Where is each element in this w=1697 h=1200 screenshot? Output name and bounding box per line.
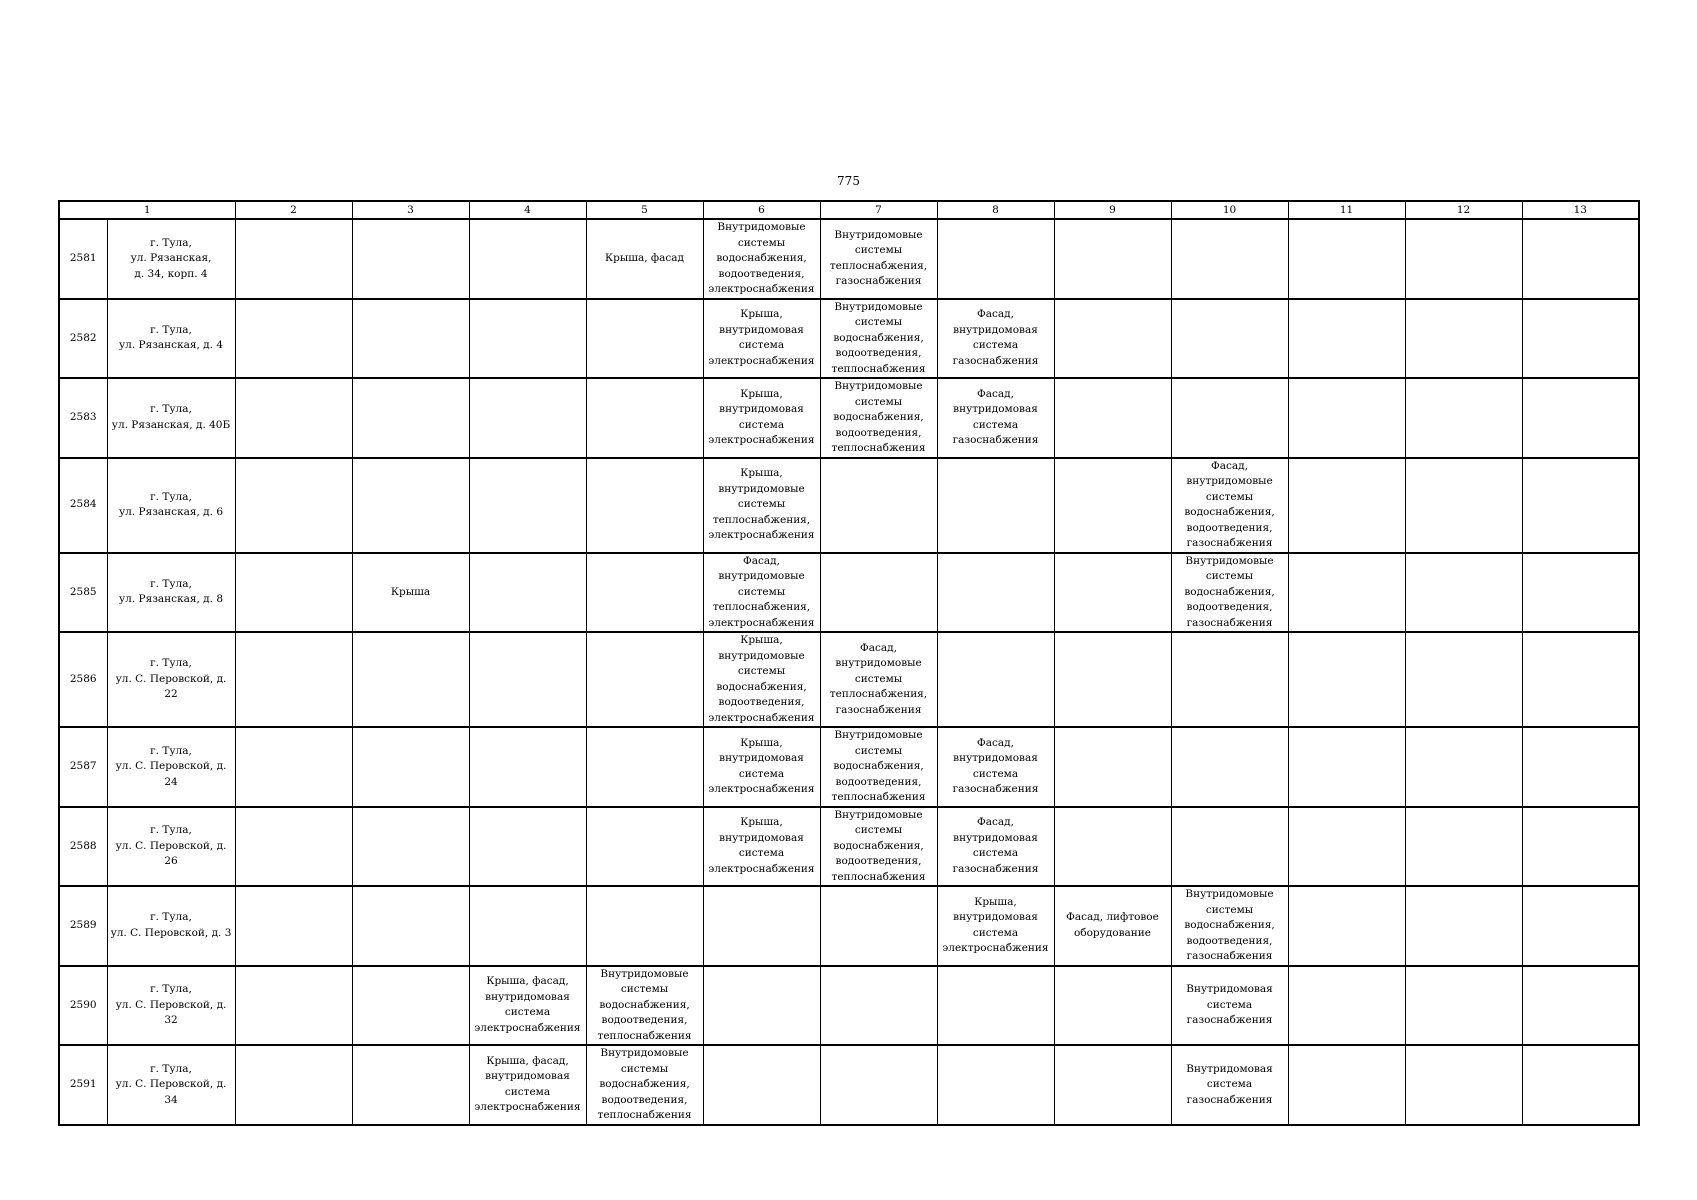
cell-col-5 [586,727,703,807]
address-cell [107,632,235,727]
cell-col-8 [937,378,1054,458]
row-number [59,1045,107,1125]
column-header: 8 [937,201,1054,219]
cell-col-2 [235,1045,352,1125]
row-number [59,219,107,299]
cell-col-8-text: Фасад, внутридомовая система газоснабжения [952,308,1039,367]
cell-col-3-text: Крыша [390,585,431,598]
cell-col-12 [1405,632,1522,727]
cell-col-7 [820,299,937,379]
cell-col-12 [1405,966,1522,1046]
cell-col-7 [820,632,937,727]
column-header: 7 [820,201,937,219]
row-number-text: 2586 [69,672,97,685]
cell-col-5 [586,807,703,887]
row-number [59,299,107,379]
cell-col-12 [1405,807,1522,887]
cell-col-10 [1171,886,1288,966]
cell-col-4-text: Крыша, фасад, внутридомовая система электроснабжения [474,1054,581,1114]
cell-col-5-text: Внутридомовые системы водоснабжения, водоотведения, теплоснабжения [597,1047,692,1121]
cell-col-8-text: Фасад, внутридомовая система газоснабжения [952,816,1039,875]
cell-col-8-text: Крыша, внутридомовая система электроснабжения [942,895,1049,955]
cell-col-3 [352,886,469,966]
cell-col-8 [937,966,1054,1046]
cell-col-13 [1522,807,1639,887]
cell-col-11 [1288,727,1405,807]
cell-col-5 [586,966,703,1046]
cell-col-4 [469,886,586,966]
cell-col-2 [235,378,352,458]
column-header: 13 [1522,201,1639,219]
cell-col-4-text: Крыша, фасад, внутридомовая система электроснабжения [474,975,581,1034]
address-cell [107,458,235,553]
address-cell [107,886,235,966]
cell-col-3 [352,219,469,299]
cell-col-10-text: Внутридомовые системы водоснабжения, водоотведения, газоснабжения [1184,888,1275,962]
cell-col-4 [469,632,586,727]
cell-col-12 [1405,1045,1522,1125]
address-cell-text: г. Тула, ул. Рязанская, д. 6 [118,490,224,518]
cell-col-10 [1171,632,1288,727]
cell-col-6 [703,886,820,966]
table-row [59,966,1639,1046]
address-cell-text: г. Тула, ул. Рязанская, д. 34, корп. 4 [130,236,212,280]
cell-col-5 [586,886,703,966]
cell-col-12 [1405,886,1522,966]
address-cell [107,807,235,887]
cell-col-13 [1522,553,1639,633]
cell-col-2 [235,727,352,807]
cell-col-11 [1288,966,1405,1046]
address-cell [107,299,235,379]
cell-col-9 [1054,632,1171,727]
column-header: 11 [1288,201,1405,219]
cell-col-6 [703,1045,820,1125]
row-number [59,966,107,1046]
cell-col-6-text: Крыша, внутридомовые системы теплоснабжения, электроснабжения [708,467,815,542]
cell-col-13 [1522,219,1639,299]
column-header: 6 [703,201,820,219]
cell-col-9 [1054,553,1171,633]
cell-col-8 [937,458,1054,553]
address-cell-text: г. Тула, ул. Рязанская, д. 40Б [111,403,231,431]
cell-col-2 [235,807,352,887]
cell-col-2 [235,632,352,727]
table-row [59,553,1639,633]
cell-col-11 [1288,299,1405,379]
cell-col-8 [937,1045,1054,1125]
cell-col-3 [352,1045,469,1125]
address-cell [107,553,235,633]
cell-col-6 [703,219,820,299]
table-row [59,458,1639,553]
address-cell-text: г. Тула, ул. С. Перовской, д. 26 [115,824,227,867]
row-number-text: 2588 [69,839,97,852]
cell-col-2 [235,299,352,379]
cell-col-8 [937,632,1054,727]
cell-col-4 [469,727,586,807]
column-header: 3 [352,201,469,219]
table-row [59,807,1639,887]
cell-col-7 [820,219,937,299]
cell-col-8 [937,219,1054,299]
cell-col-6-text: Внутридомовые системы водоснабжения, водоотведения, электроснабжения [708,221,815,295]
cell-col-11 [1288,219,1405,299]
cell-col-12 [1405,727,1522,807]
cell-col-6-text: Крыша, внутридомовая система электроснабжения [708,736,815,796]
cell-col-7-text: Внутридомовые системы водоснабжения, водоотведения, теплоснабжения [831,729,926,803]
address-cell [107,966,235,1046]
address-cell-text: г. Тула, ул. Рязанская, д. 8 [118,577,224,606]
cell-col-7-text: Внутридомовые системы теплоснабжения, газоснабжения [829,228,928,288]
cell-col-12 [1405,458,1522,553]
cell-col-9 [1054,219,1171,299]
cell-col-10 [1171,1045,1288,1125]
address-cell [107,1045,235,1125]
cell-col-9 [1054,966,1171,1046]
cell-col-11 [1288,886,1405,966]
cell-col-10 [1171,299,1288,379]
cell-col-8 [937,299,1054,379]
cell-col-12 [1405,378,1522,458]
cell-col-4 [469,299,586,379]
cell-col-13 [1522,632,1639,727]
cell-col-6 [703,553,820,633]
row-number-text: 2589 [69,919,97,931]
cell-col-7 [820,886,937,966]
column-header: 2 [235,201,352,219]
cell-col-13 [1522,378,1639,458]
table-row [59,378,1639,458]
cell-col-3 [352,299,469,379]
cell-col-6-text: Крыша, внутридомовая система электроснабжения [708,816,815,875]
cell-col-6-text: Крыша, внутридомовая система электроснабжения [708,387,815,447]
cell-col-5 [586,378,703,458]
cell-col-10-text: Внутридомовая система газоснабжения [1186,1062,1273,1106]
cell-col-9 [1054,886,1171,966]
row-number [59,886,107,966]
row-number-text: 2583 [69,411,97,423]
table-row [59,886,1639,966]
cell-col-3 [352,807,469,887]
cell-col-4 [469,458,586,553]
cell-col-3 [352,727,469,807]
row-number-text: 2581 [69,252,97,264]
cell-col-7 [820,807,937,887]
repair-schedule-table [58,200,1640,1126]
cell-col-9 [1054,1045,1171,1125]
cell-col-10 [1171,378,1288,458]
cell-col-8-text: Фасад, внутридомовая система газоснабжения [952,387,1039,447]
column-header: 12 [1405,201,1522,219]
row-number-text: 2584 [69,498,97,511]
cell-col-4 [469,1045,586,1125]
cell-col-2 [235,966,352,1046]
cell-col-13 [1522,727,1639,807]
cell-col-11 [1288,807,1405,887]
table-row [59,632,1639,727]
cell-col-10-text: Внутридомовые системы водоснабжения, водоотведения, газоснабжения [1184,554,1275,629]
table-row [59,299,1639,379]
column-header: 5 [586,201,703,219]
cell-col-7-text: Внутридомовые системы водоснабжения, водоотведения, теплоснабжения [831,808,926,883]
cell-col-5 [586,458,703,553]
cell-col-10-text: Внутридомовая система газоснабжения [1186,983,1273,1026]
cell-col-8 [937,553,1054,633]
cell-col-11 [1288,632,1405,727]
cell-col-4 [469,378,586,458]
cell-col-8 [937,886,1054,966]
cell-col-2 [235,458,352,553]
cell-col-10 [1171,458,1288,553]
cell-col-5 [586,299,703,379]
cell-col-6 [703,632,820,727]
cell-col-10 [1171,727,1288,807]
row-number [59,632,107,727]
cell-col-10 [1171,219,1288,299]
cell-col-7 [820,966,937,1046]
cell-col-7 [820,458,937,553]
address-cell [107,378,235,458]
cell-col-4 [469,807,586,887]
cell-col-9 [1054,458,1171,553]
cell-col-5-text: Внутридомовые системы водоснабжения, водоотведения, теплоснабжения [597,967,692,1042]
cell-col-3 [352,458,469,553]
cell-col-13 [1522,886,1639,966]
cell-col-6-text: Фасад, внутридомовые системы теплоснабжения, электроснабжения [708,554,815,629]
cell-col-4 [469,219,586,299]
address-cell-text: г. Тула, ул. С. Перовской, д. 3 [110,911,232,939]
cell-col-2 [235,553,352,633]
row-number [59,553,107,633]
cell-col-5 [586,553,703,633]
column-header: 10 [1171,201,1288,219]
cell-col-13 [1522,1045,1639,1125]
cell-col-8-text: Фасад, внутридомовая система газоснабжения [952,736,1039,796]
cell-col-8 [937,727,1054,807]
table-row [59,219,1639,299]
row-number-text: 2585 [69,585,97,598]
cell-col-6 [703,966,820,1046]
cell-col-6-text: Крыша, внутридомовые системы водоснабжения, водоотведения, электроснабжения [708,634,815,724]
page-number: 775 [837,174,860,188]
row-number-text: 2582 [69,331,97,344]
row-number-text: 2590 [69,998,97,1011]
cell-col-7-text: Фасад, внутридомовые системы теплоснабжения, газоснабжения [829,641,928,716]
cell-col-5 [586,632,703,727]
cell-col-6 [703,378,820,458]
cell-col-6 [703,727,820,807]
cell-col-10 [1171,553,1288,633]
column-header: 9 [1054,201,1171,219]
address-cell [107,219,235,299]
address-cell [107,727,235,807]
cell-col-2 [235,886,352,966]
cell-col-13 [1522,458,1639,553]
cell-col-6 [703,458,820,553]
address-cell-text: г. Тула, ул. С. Перовской, д. 34 [115,1062,227,1106]
address-cell-text: г. Тула, ул. С. Перовской, д. 22 [115,657,227,701]
cell-col-13 [1522,299,1639,379]
cell-col-11 [1288,553,1405,633]
cell-col-9 [1054,378,1171,458]
table-row [59,1045,1639,1125]
cell-col-9 [1054,299,1171,379]
cell-col-11 [1288,458,1405,553]
cell-col-10 [1171,807,1288,887]
cell-col-7-text: Внутридомовые системы водоснабжения, водоотведения, теплоснабжения [831,300,926,375]
cell-col-11 [1288,378,1405,458]
row-number [59,807,107,887]
row-number [59,458,107,553]
cell-col-10 [1171,966,1288,1046]
address-cell-text: г. Тула, ул. С. Перовской, д. 32 [115,983,227,1026]
cell-col-5 [586,1045,703,1125]
address-cell-text: г. Тула, ул. С. Перовской, д. 24 [115,744,227,788]
cell-col-3 [352,632,469,727]
row-number [59,727,107,807]
cell-col-8 [937,807,1054,887]
cell-col-6 [703,299,820,379]
cell-col-2 [235,219,352,299]
cell-col-12 [1405,299,1522,379]
header-row [59,201,1639,219]
cell-col-3 [352,553,469,633]
cell-col-7 [820,378,937,458]
cell-col-5-text: Крыша, фасад [605,252,684,264]
cell-col-12 [1405,553,1522,633]
cell-col-13 [1522,966,1639,1046]
cell-col-5 [586,219,703,299]
cell-col-7 [820,727,937,807]
cell-col-9 [1054,807,1171,887]
cell-col-12 [1405,219,1522,299]
column-header: 1 [59,201,235,219]
cell-col-4 [469,966,586,1046]
cell-col-6-text: Крыша, внутридомовая система электроснабжения [708,308,815,367]
row-number-text: 2591 [69,1078,97,1090]
cell-col-9 [1054,727,1171,807]
cell-col-4 [469,553,586,633]
cell-col-7-text: Внутридомовые системы водоснабжения, водоотведения, теплоснабжения [831,380,926,454]
row-number [59,378,107,458]
cell-col-6 [703,807,820,887]
cell-col-10-text: Фасад, внутридомовые системы водоснабжения, водоотведения, газоснабжения [1184,459,1275,549]
address-cell-text: г. Тула, ул. Рязанская, д. 4 [118,323,224,352]
cell-col-7 [820,553,937,633]
cell-col-11 [1288,1045,1405,1125]
column-header: 4 [469,201,586,219]
cell-col-3 [352,966,469,1046]
cell-col-7 [820,1045,937,1125]
cell-col-3 [352,378,469,458]
table-row [59,727,1639,807]
cell-col-9-text: Фасад, лифтовое оборудование [1066,911,1159,939]
row-number-text: 2587 [69,760,97,772]
